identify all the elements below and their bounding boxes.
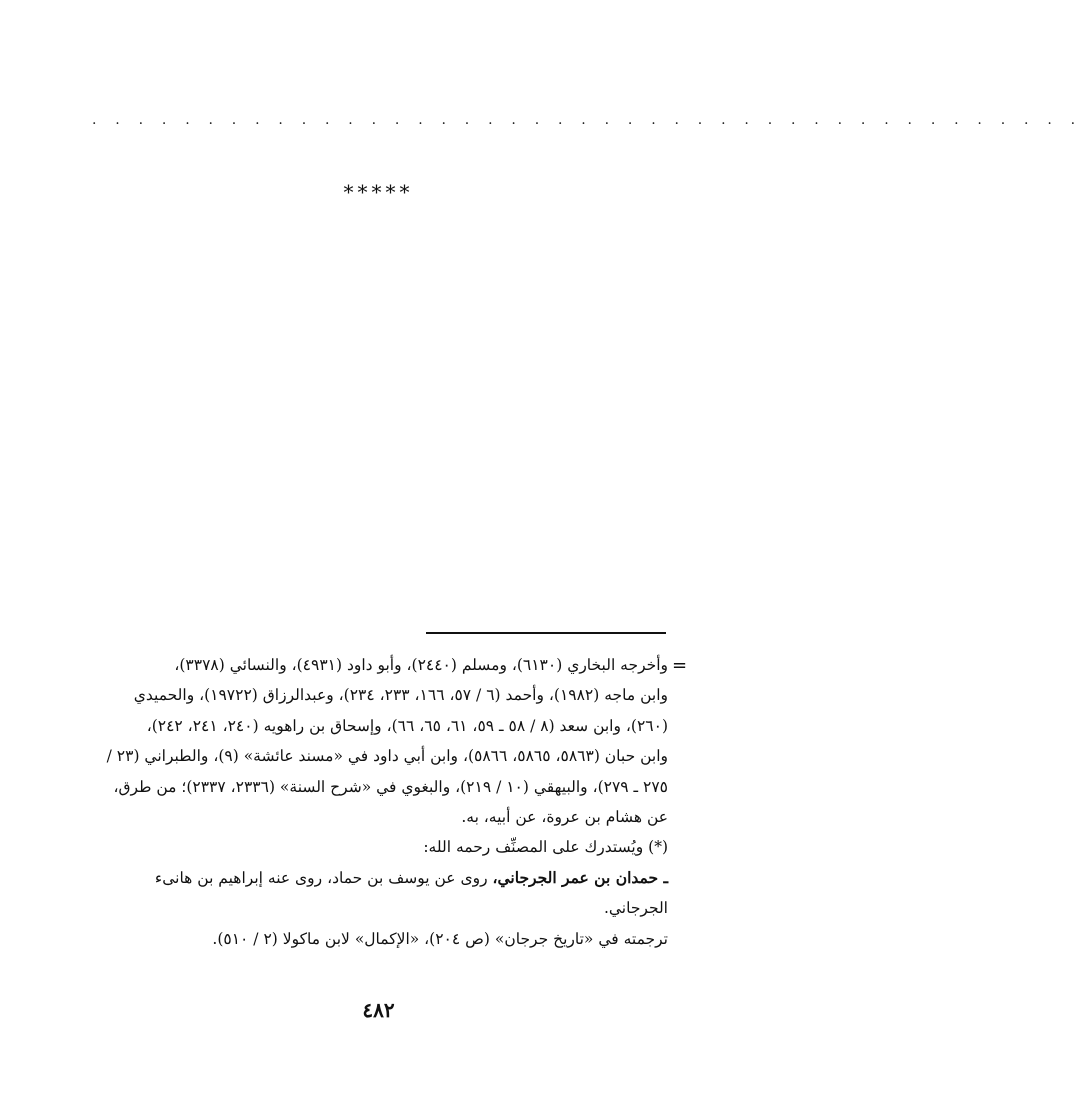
continuation-marker: = <box>672 655 688 676</box>
dotted-divider: . . . . . . . . . . . . . . . . . . . . . . . . . . . . . . . . . . . . . . . . . . . <box>92 112 1082 128</box>
narrator-name: ـ حمدان بن عمر الجرجاني، <box>492 867 668 887</box>
mustadrak-heading: (*) ويُستدرك على المصنِّف رحمه الله: <box>423 838 668 857</box>
footnote-line-1: وأخرجه البخاري (٦١٣٠)، ومسلم (٢٤٤٠)، وأبو داود (٤٩٣١)، والنسائي (٣٣٧٨)، <box>174 656 668 674</box>
footnote-line-5: ٢٧٥ ـ ٢٧٩)، والبيهقي (١٠ / ٢١٩)، والبغوي في «شرح السنة» (٢٣٣٦، ٢٣٣٧)؛ من طرق، <box>113 777 668 796</box>
page-number: ٤٨٢ <box>362 998 395 1022</box>
footnote-line-4: وابن حبان (٥٨٦٣، ٥٨٦٥، ٥٨٦٦)، وابن أبي داود في «مسند عائشة» (٩)، والطبراني (٢٣ / <box>106 747 668 766</box>
translation-reference: ترجمته في «تاريخ جرجان» (ص ٢٠٤)، «الإكمال» لابن ماكولا (٢ / ٥١٠). <box>212 929 668 948</box>
footnote-line-3: (٢٦٠)، وابن سعد (٨ / ٥٨ ـ ٥٩، ٦١، ٦٥، ٦٦)، وإسحاق بن راهويه (٢٤٠، ٢٤١، ٢٤٢)، <box>146 716 668 735</box>
narrator-entry-line-2: الجرجاني. <box>603 899 668 918</box>
footnote-rule <box>426 632 666 634</box>
footnote-line-6: عن هشام بن عروة، عن أبيه، به. <box>461 807 668 826</box>
narrator-entry-line-1 <box>88 863 668 893</box>
narrator-entry-rest: روى عن يوسف بن حماد، روى عنه إبراهيم بن هانىء <box>154 868 493 887</box>
footnote-line-2: وابن ماجه (١٩٨٢)، وأحمد (٦ / ٥٧، ١٦٦، ٢٣٣، ٢٣٤)، وعبدالرزاق (١٩٧٢٢)، والحميدي <box>133 686 668 705</box>
section-separator-stars: ***** <box>343 180 414 204</box>
footnotes-block <box>88 650 668 954</box>
